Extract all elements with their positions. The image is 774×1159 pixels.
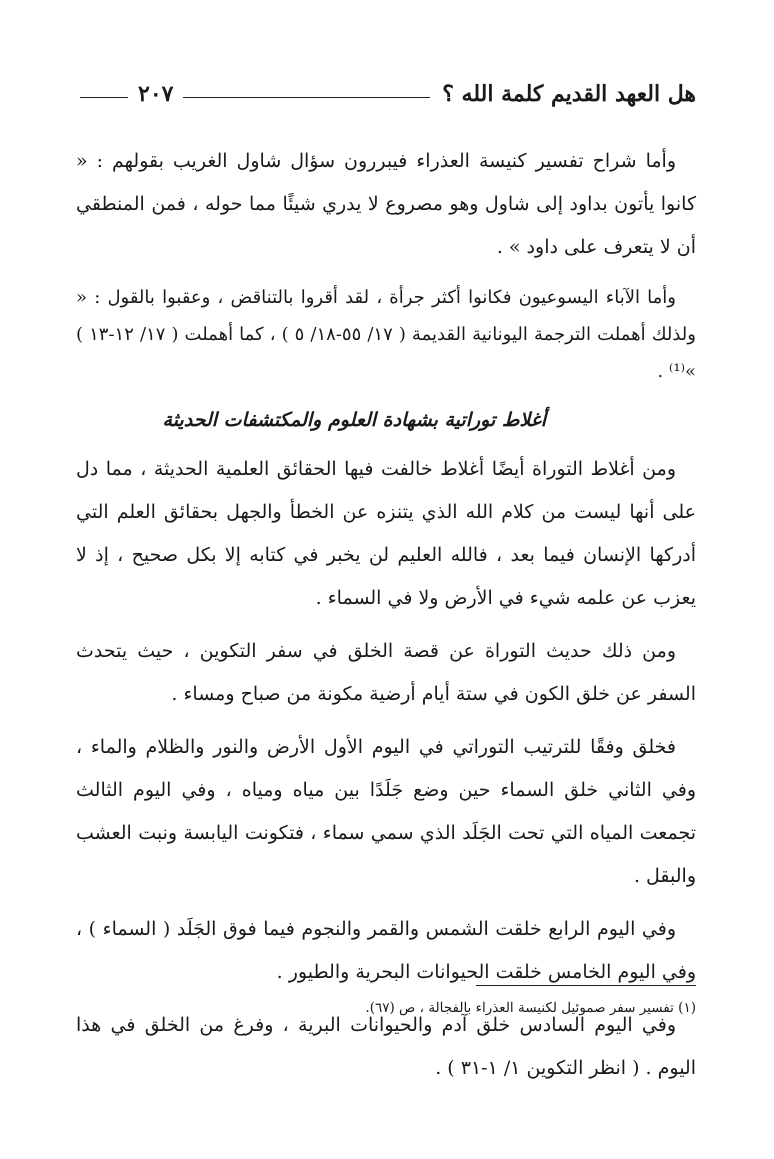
header-title: هل العهد القديم كلمة الله ؟ [442,81,696,107]
paragraph: وأما شراح تفسير كنيسة العذراء فيبررون سؤال شاول الغريب بقولهم : « كانوا يأتون بداود إلى شاول وهو مصروع لا يدري شيئًا مما حوله ، فمن المنطقي أن لا يتعرف على داود » . [76,150,696,258]
page-number-rule [80,97,128,98]
running-header [80,74,696,114]
body-text [76,140,696,1100]
section-heading: أغلاط توراتية بشهادة العلوم والمكتشفات الحديثة [162,409,546,431]
paragraph: وأما الآباء اليسوعيون فكانوا أكثر جرأة ، لقد أقروا بالتناقض ، وعقبوا بالقول : « ولذلك أهملت الترجمة اليونانية القديمة ( ١٧/ ٥٥-١٨/ ٥ ) ، كما أهملت ( ١٧/ ١٢-١٣ ) »⁽¹⁾ . [76,287,696,382]
paragraph: وفي اليوم الرابع خلقت الشمس والقمر والنجوم فيما فوق الجَلَد ( السماء ) ، وفي اليوم الخامس خلقت الحيوانات البحرية والطيور . [76,918,696,983]
footnote: (١) تفسير سفر صموئيل لكنيسة العذراء بالفجالة ، ص (٦٧). [365,1000,696,1016]
footnote-divider [476,985,696,986]
paragraph: ومن أغلاط التوراة أيضًا أغلاط خالفت فيها الحقائق العلمية الحديثة ، مما دل على أنها ليست من كلام الله الذي يتنزه عن الخطأ والجهل بحقائق العلم التي أدركها الإنسان فيما بعد ، فالله العليم لن يخبر في كتابه إلا بكل صحيح ، إذ لا يعزب عن علمه شيء في الأرض ولا في السماء . [76,458,696,609]
page-number: ٢٠٧ [138,81,174,107]
paragraph: ومن ذلك حديث التوراة عن قصة الخلق في سفر التكوين ، حيث يتحدث السفر عن خلق الكون في ستة أيام أرضية مكونة من صباح ومساء . [76,640,696,705]
header-rule [183,97,430,98]
paragraph: فخلق وفقًا للترتيب التوراتي في اليوم الأول الأرض والنور والظلام والماء ، وفي الثاني خلق السماء حين وضع جَلَدًا بين مياه ومياه ، وفي اليوم الثالث تجمعت المياه التي تحت الجَلَد الذي سمي سماء ، فتكونت اليابسة ونبت العشب والبقل . [76,736,696,887]
paragraph: وفي اليوم السادس خلق آدم والحيوانات البرية ، وفرغ من الخلق في هذا اليوم . ( انظر التكوين ١/ ١-٣١ ) . [76,1014,696,1079]
